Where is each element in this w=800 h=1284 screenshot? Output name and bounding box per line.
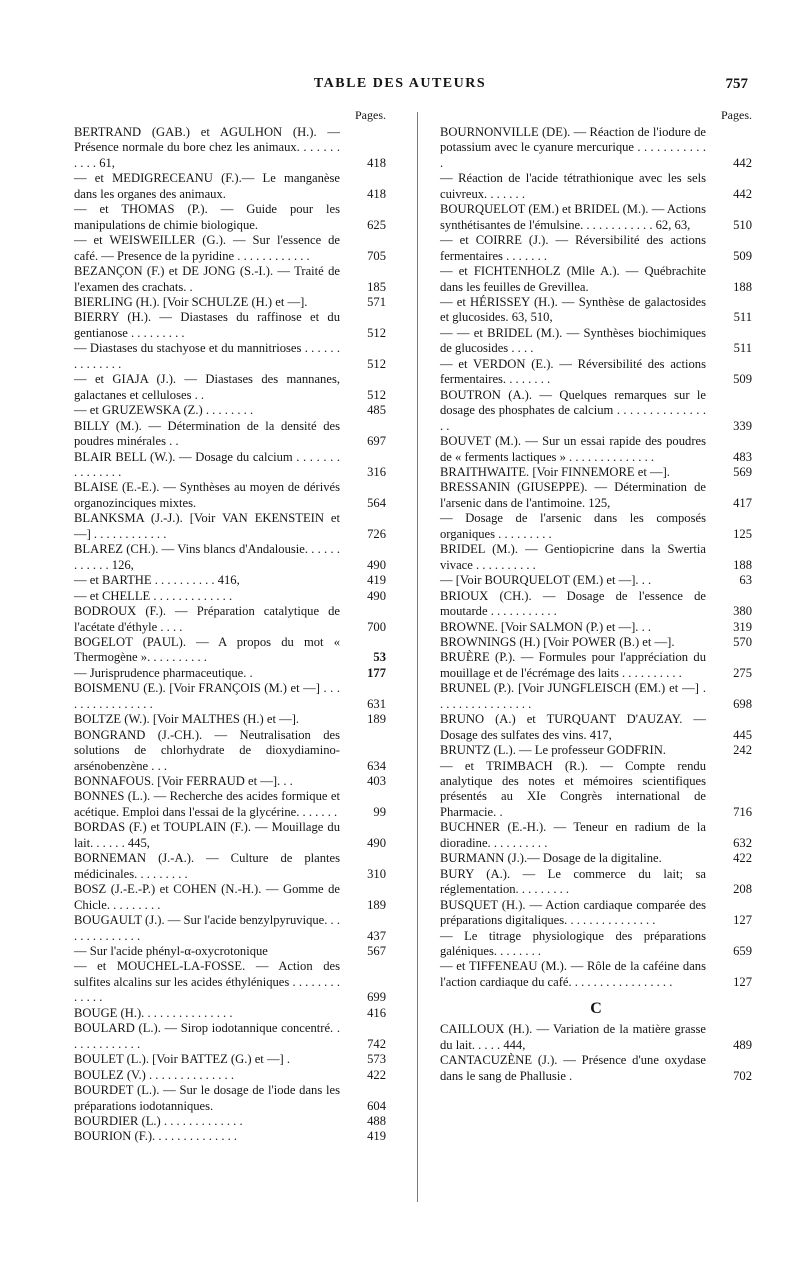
entry-text: — et FICHTENHOLZ (Mlle A.). — Québrachite dans les feuilles de Grevillea. bbox=[440, 264, 706, 294]
entry-pages: 485 bbox=[367, 403, 386, 418]
index-entry bbox=[440, 542, 752, 573]
entry-text: — et WEISWEILLER (G.). — Sur l'essence de café. — Presence de la pyridine . . . . . . . . . . . . bbox=[74, 233, 340, 263]
entry-text: BOISMENU (E.). [Voir FRANÇOIS (M.) et —] . . . . . . . . . . . . . . . . bbox=[74, 681, 340, 711]
index-entry bbox=[440, 929, 752, 960]
entry-pages: 416 bbox=[367, 1005, 386, 1020]
entry-pages: 570 bbox=[733, 634, 752, 649]
entry-pages: 403 bbox=[367, 774, 386, 789]
index-entry bbox=[440, 898, 752, 929]
entry-pages: 634 bbox=[367, 758, 386, 773]
entry-text: BRIOUX (CH.). — Dosage de l'essence de moutarde . . . . . . . . . . . bbox=[440, 588, 706, 619]
entry-pages: 632 bbox=[733, 835, 752, 850]
entry-text: BORNEMAN (J.-A.). — Culture de plantes médicinales. . . . . . . . . bbox=[74, 851, 340, 881]
entry-pages: 700 bbox=[367, 619, 386, 634]
index-entry bbox=[74, 1114, 386, 1129]
entry-pages: 127 bbox=[733, 974, 752, 989]
index-entry bbox=[74, 419, 386, 450]
entry-pages: 188 bbox=[733, 279, 752, 294]
entry-pages: 316 bbox=[367, 464, 386, 479]
right-entry-list bbox=[440, 125, 752, 990]
entry-text: CAILLOUX (H.). — Variation de la matière grasse du lait. . . . . 444, bbox=[440, 1022, 706, 1052]
index-entry bbox=[74, 1129, 386, 1144]
entry-text: CANTACUZÈNE (J.). — Présence d'une oxydase dans le sang de Phallusie . bbox=[440, 1053, 706, 1083]
entry-pages: 125 bbox=[733, 526, 752, 541]
entry-text: — Sur l'acide phényl-α-oxycrotonique bbox=[74, 944, 268, 959]
entry-text: — et GIAJA (J.). — Diastases des mannanes, galactanes et celluloses . . bbox=[74, 372, 340, 402]
entry-pages: 189 bbox=[367, 897, 386, 912]
entry-text: BOUGAULT (J.). — Sur l'acide benzylpyruvique. . . . . . . . . . . . . . bbox=[74, 913, 340, 943]
index-entry bbox=[440, 743, 752, 758]
entry-pages: 698 bbox=[733, 696, 752, 711]
entry-text: — et BARTHE . . . . . . . . . . 416, bbox=[74, 573, 240, 588]
entry-pages: 99 bbox=[373, 804, 386, 819]
index-entry bbox=[440, 326, 752, 357]
entry-pages: 625 bbox=[367, 217, 386, 232]
entry-pages: 442 bbox=[733, 186, 752, 201]
entry-text: BRUNO (A.) et TURQUANT D'AUZAY. — Dosage des sulfates des vins. 417, bbox=[440, 712, 706, 742]
index-entry bbox=[440, 712, 752, 743]
entry-text: BRESSANIN (GIUSEPPE). — Détermination de l'arsenic dans de l'antimoine. 125, bbox=[440, 480, 706, 510]
index-entry bbox=[440, 357, 752, 388]
entry-text: BONNAFOUS. [Voir FERRAUD et —]. . . bbox=[74, 774, 293, 789]
entry-pages: 573 bbox=[367, 1052, 386, 1067]
section-entry-list bbox=[440, 1022, 752, 1084]
index-entry bbox=[440, 851, 752, 866]
index-entry bbox=[440, 388, 752, 434]
index-entry bbox=[74, 820, 386, 851]
entry-pages: 512 bbox=[367, 356, 386, 371]
index-entry bbox=[74, 1083, 386, 1114]
entry-text: BLAISE (E.-E.). — Synthèses au moyen de dérivés organozinciques mixtes. bbox=[74, 480, 340, 510]
index-entry bbox=[74, 295, 386, 310]
index-entry bbox=[74, 789, 386, 820]
entry-text: BOULARD (L.). — Sirop iodotannique concentré. . . . . . . . . . . . . bbox=[74, 1021, 340, 1051]
index-entry bbox=[440, 759, 752, 821]
index-entry bbox=[440, 295, 752, 326]
entry-text: — Jurisprudence pharmaceutique. . bbox=[74, 665, 253, 680]
entry-text: BLAIR BELL (W.). — Dosage du calcium . . . . . . . . . . . . . . . bbox=[74, 449, 340, 479]
entry-pages: 310 bbox=[367, 866, 386, 881]
section-letter: C bbox=[590, 1000, 602, 1018]
index-entry bbox=[74, 1021, 386, 1052]
entry-pages: 726 bbox=[367, 526, 386, 541]
entry-pages: 189 bbox=[367, 712, 386, 727]
entry-pages: 437 bbox=[367, 928, 386, 943]
entry-text: — et CHELLE . . . . . . . . . . . . . bbox=[74, 588, 233, 603]
entry-pages: 659 bbox=[733, 944, 752, 959]
entry-pages: 509 bbox=[733, 248, 752, 263]
index-entry bbox=[74, 202, 386, 233]
entry-pages: 702 bbox=[733, 1068, 752, 1083]
entry-pages: 483 bbox=[733, 449, 752, 464]
entry-text: BIERRY (H.). — Diastases du raffinose et du gentianose . . . . . . . . . bbox=[74, 310, 340, 340]
entry-pages: 705 bbox=[367, 248, 386, 263]
entry-pages: 564 bbox=[367, 495, 386, 510]
index-entry bbox=[74, 882, 386, 913]
entry-text: BURY (A.). — Le commerce du lait; sa réglementation. . . . . . . . . bbox=[440, 866, 706, 897]
entry-pages: 53 bbox=[373, 650, 386, 665]
entry-pages: 699 bbox=[367, 990, 386, 1005]
index-entry bbox=[74, 450, 386, 481]
pages-label: Pages. bbox=[355, 108, 386, 122]
entry-pages: 567 bbox=[367, 944, 386, 959]
entry-text: BUCHNER (E.-H.). — Teneur en radium de la dioradine. . . . . . . . . . bbox=[440, 820, 706, 850]
index-entry bbox=[440, 620, 752, 635]
column-divider bbox=[417, 112, 418, 1202]
entry-text: BRUNEL (P.). [Voir JUNGFLEISCH (EM.) et —] . . . . . . . . . . . . . . . . bbox=[440, 681, 706, 711]
entry-text: BLAREZ (CH.). — Vins blancs d'Andalousie. . . . . . . . . . . . 126, bbox=[74, 542, 340, 572]
index-entry bbox=[440, 1022, 752, 1053]
index-entry bbox=[74, 573, 386, 588]
entry-text: — [Voir BOURQUELOT (EM.) et —]. . . bbox=[440, 573, 652, 588]
index-entry bbox=[74, 944, 386, 959]
entry-text: BUSQUET (H.). — Action cardiaque comparée des préparations digitaliques. . . . . . . . . . . . . . . bbox=[440, 897, 706, 928]
entry-text: BLANKSMA (J.-J.). [Voir VAN EKENSTEIN et —] . . . . . . . . . . . . bbox=[74, 511, 340, 541]
entry-text: BORDAS (F.) et TOUPLAIN (F.). — Mouillage du lait. . . . . . 445, bbox=[74, 820, 340, 850]
entry-text: BEZANÇON (F.) et DE JONG (S.-I.). — Traité de l'examen des crachats. . bbox=[74, 264, 340, 294]
entry-pages: 488 bbox=[367, 1114, 386, 1128]
entry-text: BRAITHWAITE. [Voir FINNEMORE et —]. bbox=[440, 464, 670, 479]
entry-text: BURMANN (J.).— Dosage de la digitaline. bbox=[440, 851, 662, 866]
entry-pages: 571 bbox=[367, 294, 386, 309]
running-head bbox=[0, 76, 800, 98]
index-entry bbox=[74, 959, 386, 1005]
entry-text: BOUGE (H.). . . . . . . . . . . . . . . bbox=[74, 1005, 233, 1020]
entry-text: BOUVET (M.). — Sur un essai rapide des poudres de « ferments lactiques » . . . . . . . . . . . . . . bbox=[440, 434, 706, 464]
index-entry bbox=[74, 913, 386, 944]
index-entry bbox=[74, 341, 386, 372]
left-column bbox=[74, 108, 386, 1145]
entry-text: BILLY (M.). — Détermination de la densité des poudres minérales . . bbox=[74, 418, 340, 449]
entry-text: BIERLING (H.). [Voir SCHULZE (H.) et —]. bbox=[74, 294, 308, 309]
index-entry bbox=[440, 635, 752, 650]
entry-pages: 490 bbox=[367, 557, 386, 572]
index-entry bbox=[440, 264, 752, 295]
entry-pages: 512 bbox=[367, 325, 386, 340]
index-entry bbox=[440, 511, 752, 542]
entry-pages: 188 bbox=[733, 557, 752, 572]
entry-text: BOSZ (J.-E.-P.) et COHEN (N.-H.). — Gomme de Chicle. . . . . . . . . bbox=[74, 882, 340, 912]
index-entry bbox=[74, 403, 386, 418]
entry-pages: 490 bbox=[367, 588, 386, 603]
index-entry bbox=[74, 728, 386, 774]
index-entry bbox=[74, 125, 386, 171]
entry-text: — et MEDIGRECEANU (F.).— Le manganèse dans les organes des animaux. bbox=[74, 171, 340, 201]
index-entry bbox=[440, 480, 752, 511]
entry-pages: 127 bbox=[733, 913, 752, 928]
entry-pages: 742 bbox=[367, 1036, 386, 1051]
pages-label: Pages. bbox=[721, 108, 752, 122]
index-entry bbox=[74, 604, 386, 635]
running-title: TABLE DES AUTEURS bbox=[313, 76, 487, 91]
entry-pages: 442 bbox=[733, 155, 752, 170]
entry-text: — Le titrage physiologique des préparations galéniques. . . . . . . . bbox=[440, 928, 706, 959]
index-entry bbox=[74, 635, 386, 666]
entry-pages: 380 bbox=[733, 604, 752, 619]
entry-text: — et TIFFENEAU (M.). — Rôle de la caféine dans l'action cardiaque du café. . . . . . . . . . . . . . . . . bbox=[440, 959, 706, 989]
entry-pages: 569 bbox=[733, 464, 752, 479]
entry-pages: 511 bbox=[733, 341, 752, 356]
entry-text: BOURION (F.). . . . . . . . . . . . . . bbox=[74, 1129, 238, 1144]
entry-pages: 417 bbox=[733, 495, 752, 510]
index-entry bbox=[74, 480, 386, 511]
entry-text: BONGRAND (J.-CH.). — Neutralisation des solutions de chlorhydrate de dioxydiamino-arsénobenzène . . . bbox=[74, 727, 340, 773]
index-entry bbox=[74, 310, 386, 341]
entry-pages: 63 bbox=[739, 573, 752, 588]
index-entry bbox=[440, 820, 752, 851]
entry-text: BODROUX (F.). — Préparation catalytique de l'acétate d'éthyle . . . . bbox=[74, 604, 340, 634]
entry-text: BOULET (L.). [Voir BATTEZ (G.) et —] . bbox=[74, 1052, 291, 1067]
entry-text: — et HÉRISSEY (H.). — Synthèse de galactosides et glucosides. 63, 510, bbox=[440, 294, 706, 325]
entry-pages: 208 bbox=[733, 882, 752, 897]
entry-text: BOLTZE (W.). [Voir MALTHES (H.) et —]. bbox=[74, 712, 300, 727]
index-entry bbox=[74, 1068, 386, 1083]
index-entry bbox=[74, 1006, 386, 1021]
index-entry bbox=[440, 202, 752, 233]
index-entry bbox=[440, 573, 752, 588]
entry-pages: 511 bbox=[733, 310, 752, 325]
index-entry bbox=[440, 171, 752, 202]
entry-text: BERTRAND (GAB.) et AGULHON (H.). — Présence normale du bore chez les animaux. . . . . . . . . . . 61, bbox=[74, 125, 340, 170]
entry-text: BRUNTZ (L.). — Le professeur GODFRIN. bbox=[440, 743, 666, 758]
entry-pages: 490 bbox=[367, 835, 386, 850]
entry-text: BRIDEL (M.). — Gentiopicrine dans la Swertia vivace . . . . . . . . . . bbox=[440, 542, 706, 572]
index-entry bbox=[74, 171, 386, 202]
index-entry bbox=[74, 774, 386, 789]
entry-pages: 319 bbox=[733, 619, 752, 634]
index-entry bbox=[74, 542, 386, 573]
index-entry bbox=[74, 511, 386, 542]
entry-text: — et TRIMBACH (R.). — Compte rendu analytique des notes et mémoires scientifiques présentés au XIe Congrès international de Pharmacie. . bbox=[440, 758, 706, 819]
index-entry bbox=[74, 372, 386, 403]
index-entry bbox=[74, 1052, 386, 1067]
entry-text: — et MOUCHEL-LA-FOSSE. — Action des sulfites alcalins sur les acides éthyléniques . . . . . . . . . . . . . bbox=[74, 959, 340, 1005]
entry-text: — Dosage de l'arsenic dans les composés organiques . . . . . . . . . bbox=[440, 511, 706, 541]
entry-pages: 716 bbox=[733, 804, 752, 819]
entry-text: — et COIRRE (J.). — Réversibilité des actions fermentaires . . . . . . . bbox=[440, 233, 706, 263]
index-entry bbox=[74, 681, 386, 712]
entry-pages: 418 bbox=[367, 186, 386, 201]
entry-pages: 418 bbox=[367, 155, 386, 170]
entry-text: BRUÈRE (P.). — Formules pour l'appréciation du mouillage et de l'écrémage des laits . . . . . . . . . . bbox=[440, 650, 706, 680]
entry-pages: 697 bbox=[367, 434, 386, 449]
entry-pages: 419 bbox=[367, 1129, 386, 1144]
index-entry bbox=[440, 650, 752, 681]
right-column bbox=[440, 108, 752, 1084]
entry-pages: 489 bbox=[733, 1037, 752, 1052]
index-entry bbox=[74, 264, 386, 295]
index-entry bbox=[440, 1053, 752, 1084]
index-entry bbox=[74, 666, 386, 681]
entry-pages: 422 bbox=[733, 851, 752, 866]
left-entry-list bbox=[74, 125, 386, 1145]
entry-text: — Diastases du stachyose et du mannitrioses . . . . . . . . . . . . . . bbox=[74, 341, 340, 371]
entry-text: — — et BRIDEL (M.). — Synthèses biochimiques de glucosides . . . . bbox=[440, 325, 706, 356]
entry-pages: 604 bbox=[367, 1098, 386, 1113]
entry-pages: 242 bbox=[733, 743, 752, 758]
entry-pages: 509 bbox=[733, 372, 752, 387]
entry-text: BOULEZ (V.) . . . . . . . . . . . . . . bbox=[74, 1067, 234, 1082]
index-entry bbox=[74, 712, 386, 727]
entry-text: BROWNE. [Voir SALMON (P.) et —]. . . bbox=[440, 619, 652, 634]
entry-text: BOUTRON (A.). — Quelques remarques sur le dosage des phosphates de calcium . . . . . . . . . . . . . . . . bbox=[440, 387, 706, 433]
entry-text: BOURDET (L.). — Sur le dosage de l'iode dans les préparations iodotanniques. bbox=[74, 1083, 340, 1113]
entry-text: BONNES (L.). — Recherche des acides formique et acétique. Emploi dans l'essai de la glycérine. . . . . . . bbox=[74, 789, 340, 819]
entry-pages: 275 bbox=[733, 665, 752, 680]
entry-text: — et VERDON (E.). — Réversibilité des actions fermentaires. . . . . . . . bbox=[440, 356, 706, 387]
entry-text: BOGELOT (PAUL). — A propos du mot « Thermogène ». . . . . . . . . . bbox=[74, 634, 340, 665]
entry-pages: 445 bbox=[733, 727, 752, 742]
entry-text: — Réaction de l'acide tétrathionique avec les sels cuivreux. . . . . . . bbox=[440, 171, 706, 201]
index-entry bbox=[74, 851, 386, 882]
page-number: 757 bbox=[725, 76, 748, 92]
entry-pages: 185 bbox=[367, 279, 386, 294]
entry-text: BOURNONVILLE (DE). — Réaction de l'iodure de potassium avec le cyanure mercurique . . . . . . . . . . . . bbox=[440, 125, 706, 170]
entry-text: — et THOMAS (P.). — Guide pour les manipulations de chimie biologique. bbox=[74, 202, 340, 232]
index-entry bbox=[74, 233, 386, 264]
entry-pages: 510 bbox=[733, 217, 752, 232]
index-entry bbox=[440, 434, 752, 465]
entry-pages: 631 bbox=[367, 696, 386, 711]
index-entry bbox=[440, 465, 752, 480]
entry-pages: 339 bbox=[733, 418, 752, 433]
entry-pages: 422 bbox=[367, 1067, 386, 1082]
index-entry bbox=[74, 589, 386, 604]
entry-text: BOURDIER (L.) . . . . . . . . . . . . . bbox=[74, 1114, 243, 1128]
index-entry bbox=[440, 867, 752, 898]
entry-pages: 512 bbox=[367, 387, 386, 402]
entry-text: BOURQUELOT (EM.) et BRIDEL (M.). — Actions synthétisantes de l'émulsine. . . . . . . . . . . . 62, 63, bbox=[440, 202, 706, 232]
index-entry bbox=[440, 589, 752, 620]
index-entry bbox=[440, 125, 752, 171]
entry-pages: 419 bbox=[367, 573, 386, 588]
entry-pages: 177 bbox=[367, 665, 386, 680]
index-entry bbox=[440, 233, 752, 264]
index-entry bbox=[440, 959, 752, 990]
entry-text: — et GRUZEWSKA (Z.) . . . . . . . . bbox=[74, 403, 254, 418]
entry-text: BROWNINGS (H.) [Voir POWER (B.) et —]. bbox=[440, 634, 675, 649]
index-entry bbox=[440, 681, 752, 712]
